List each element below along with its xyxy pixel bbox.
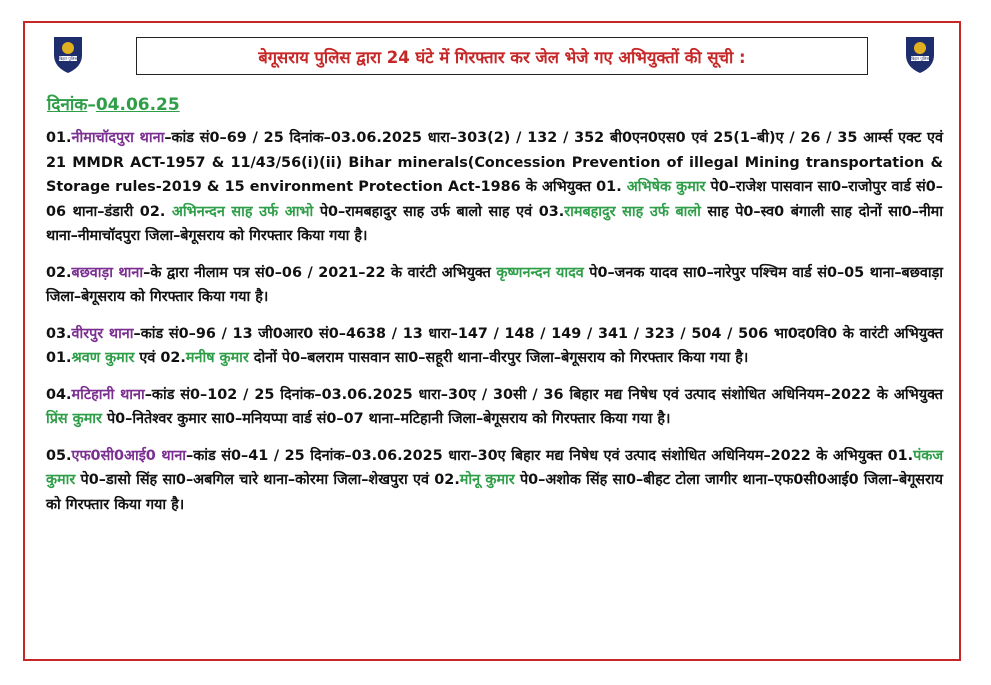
bihar-police-logo-right (898, 33, 942, 77)
police-station: वीरपुर थाना (71, 325, 134, 342)
entry-number: 05. (46, 447, 72, 464)
date-label: दिनांक (47, 95, 88, 115)
page-title-text: बेगूसराय पुलिस द्वारा 24 घंटे में गिरफ्तार कर जेल भेजे गए अभियुक्तों की सूची : (258, 47, 746, 67)
list-item (46, 126, 943, 249)
accused-name: पंकज कुमार (46, 447, 944, 488)
entry-text: –कांड सं0–41 / 25 दिनांक–03.06.2025 धारा–30ए बिहार मद्य निषेध एवं उत्पाद संशोधित अधिनियम–2022 के अभियुक्त 01. (186, 447, 914, 464)
entry-text: साह पे0–स्व0 बंगाली साह दोनों सा0–नीमा थाना–नीमाचॉदपुरा जिला–बेगूसराय को गिरफ्तार किया गया है। (46, 203, 944, 244)
list-item (46, 383, 943, 432)
date-value: 04.06.25 (95, 95, 180, 115)
logo-text-left: बिहार पुलिस (58, 56, 78, 61)
accused-name: अभिनन्दन साह उर्फ आभो (171, 203, 314, 220)
bihar-police-logo-left (46, 33, 90, 77)
entry-text: पे0–डासो सिंह सा0–अबगिल चारे थाना–कोरमा जिला–शेखपुरा एवं 02. (75, 472, 460, 488)
accused-name: मोनू कुमार (459, 472, 515, 488)
entry-number: 02. (46, 264, 72, 281)
entry-text: एवं 02. (134, 350, 186, 366)
entry-text: पे0–जनक यादव सा0–नारेपुर पश्चिम वार्ड सं0–05 थाना–बछवाड़ा जिला–बेगूसराय को गिरफ्तार किया गया है। (46, 264, 943, 305)
logo-text-right: बिहार पुलिस (910, 56, 930, 61)
arrest-list (46, 126, 943, 529)
entry-number: 03. (46, 325, 72, 342)
accused-name: मनीष कुमार (185, 350, 249, 366)
accused-name: अभिषेक कुमार (626, 179, 706, 195)
police-station: मटिहानी थाना (71, 386, 145, 403)
accused-name: श्रवण कुमार (71, 350, 135, 366)
page-title (136, 37, 868, 75)
list-item (46, 444, 943, 518)
entry-text: पे0–नितेश्वर कुमार सा0–मनियप्पा वार्ड सं0–07 थाना–मटिहानी जिला–बेगूसराय को गिरफ्तार किया गया है। (101, 411, 671, 427)
entry-text: पे0–राजेश पासवान सा0–राजोपुर वार्ड सं0–06 थाना–डंडारी 02. (46, 179, 943, 220)
police-station: नीमाचॉदपुरा थाना (71, 130, 165, 146)
entry-number: 04. (46, 386, 72, 403)
entry-text: पे0–अशोक सिंह सा0–बीहट टोला जागीर थाना–एफ0सी0आई0 जिला–बेगूसराय को गिरफ्तार किया गया है। (46, 472, 943, 513)
entry-text: दोनों पे0–बलराम पासवान सा0–सहूरी थाना–वीरपुर जिला–बेगूसराय को गिरफ्तार किया गया है। (248, 350, 749, 366)
date-line: दिनांक–04.06.25 (47, 95, 180, 115)
police-station: बछवाड़ा थाना (71, 264, 144, 281)
entry-text: –कांड सं0–69 / 25 दिनांक–03.06.2025 धारा–303(2) / 132 / 352 बी0एन0एस0 एवं 25(1–बी)ए / 26 / 35 आर्म्स एक्ट एवं 21 MMDR ACT-1957 & 11/43/56(i)(ii) Bihar minerals(Concession Prevention of illegal Mining transportation & Storage rules-2019 & 15 environment Protection Act-1986 के अभियुक्त 01. (46, 130, 943, 195)
entry-text: –कांड सं0–102 / 25 दिनांक–03.06.2025 धारा–30ए / 30सी / 36 बिहार मद्य निषेध एवं उत्पाद संशोधित अधिनियम–2022 के अभियुक्त (144, 386, 943, 403)
entry-text: –कांड सं0–96 / 13 जी0आर0 सं0–4638 / 13 धारा–147 / 148 / 149 / 341 / 323 / 504 / 506 भा0द0वि0 के वारंटी अभियुक्त 01. (46, 325, 943, 366)
list-item (46, 261, 943, 310)
entry-text: पे0–रामबहादुर साह उर्फ बालो साह एवं 03. (313, 203, 565, 220)
accused-name: रामबहादुर साह उर्फ बालो (564, 203, 701, 220)
police-station: एफ0सी0आई0 थाना (71, 447, 187, 464)
entry-text: –के द्वारा नीलाम पत्र सं0–06 / 2021–22 के वारंटी अभियुक्त (143, 264, 497, 281)
accused-name: प्रिंस कुमार (46, 411, 102, 427)
entry-number: 01. (46, 130, 72, 146)
accused-name: कृष्णनन्दन यादव (496, 264, 584, 281)
list-item (46, 322, 943, 371)
